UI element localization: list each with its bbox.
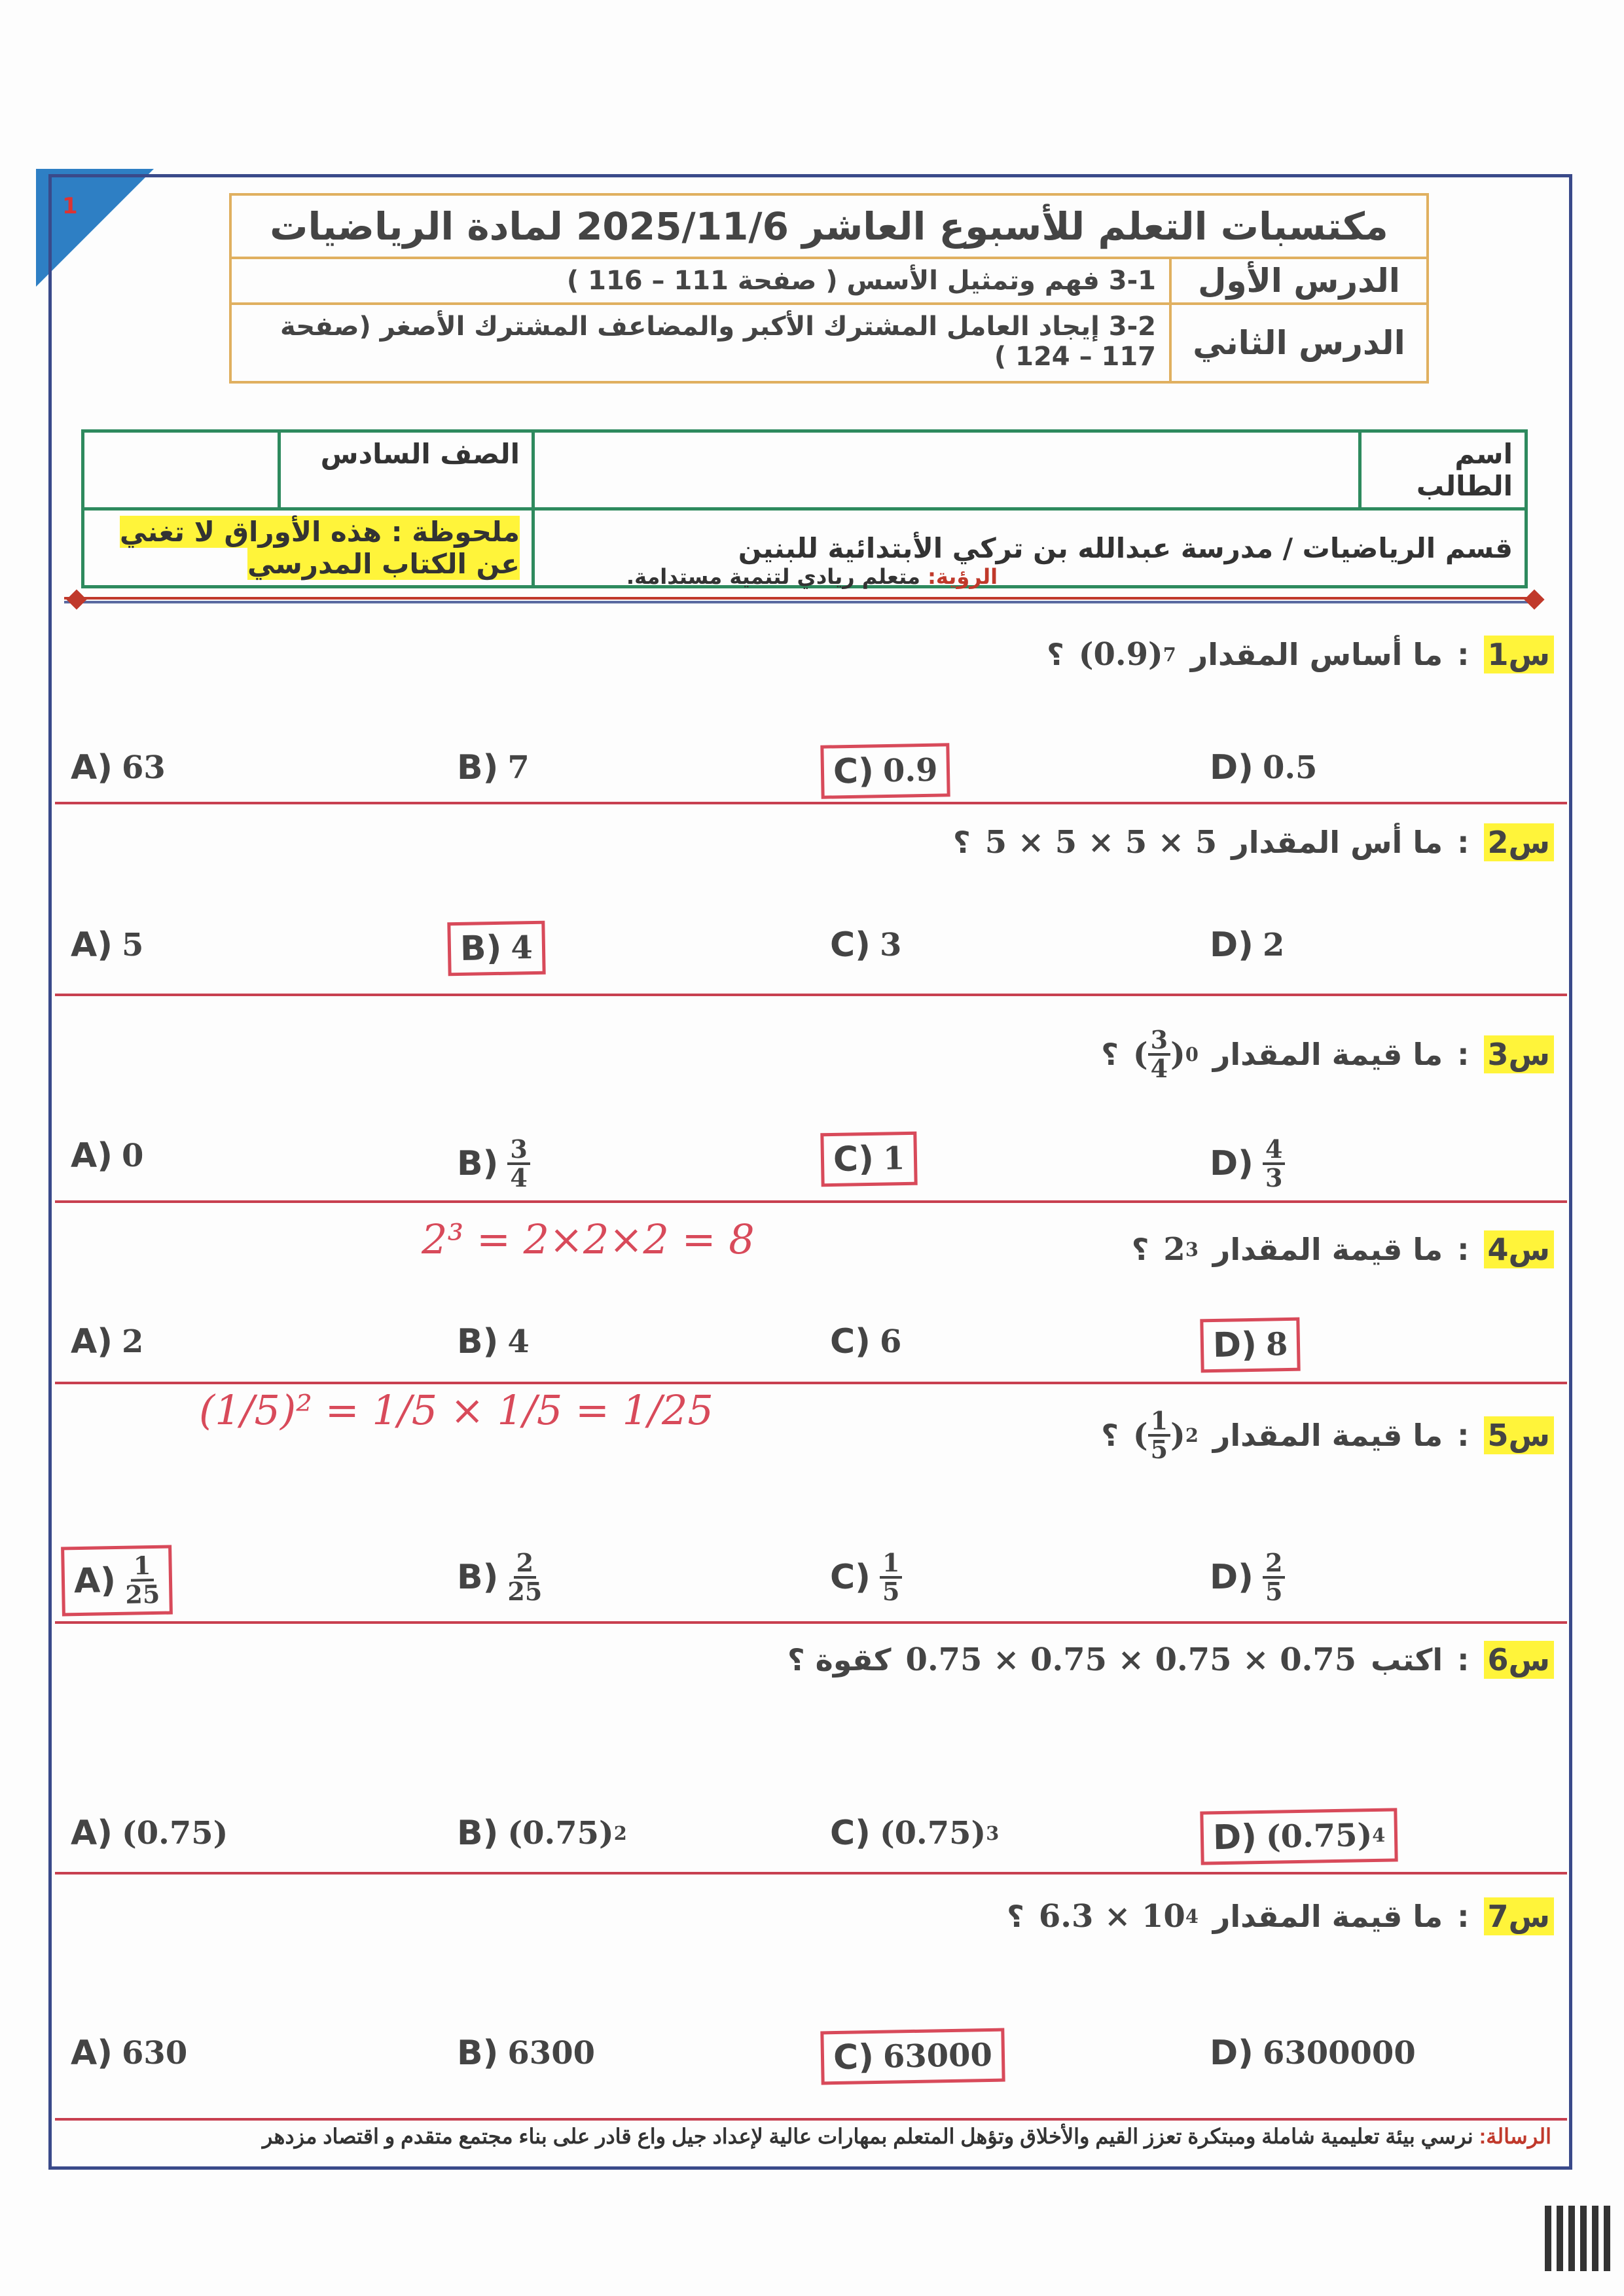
- base: 630: [122, 2035, 188, 2072]
- option-value: [122, 1138, 143, 1174]
- option-letter: C): [833, 1139, 875, 1179]
- option-value: [880, 1323, 901, 1360]
- numerator: 4: [1263, 1136, 1285, 1165]
- question-mark: ؟: [953, 825, 971, 860]
- fraction: [507, 1550, 542, 1605]
- option-a[interactable]: [62, 1132, 153, 1179]
- question-text: ما قيمة المقدار: [1212, 1899, 1443, 1934]
- denominator: 25: [507, 1576, 543, 1606]
- vision-text: متعلم ريادي لتنمية مستدامة.: [626, 564, 928, 589]
- option-value: [882, 2037, 992, 2075]
- option-value: [1263, 749, 1318, 786]
- option-letter: C): [833, 751, 875, 792]
- question-title: [1101, 1027, 1554, 1082]
- question-row: [55, 1203, 1567, 1384]
- option-d[interactable]: [1200, 1546, 1294, 1609]
- numerator: 2: [1263, 1550, 1285, 1579]
- option-value: [1263, 1550, 1285, 1605]
- option-letter: C): [830, 1322, 871, 1361]
- question-separator: :: [1457, 637, 1470, 672]
- option-c[interactable]: [820, 1132, 918, 1187]
- option-b[interactable]: [448, 744, 539, 791]
- numerator: 1: [130, 1552, 153, 1581]
- denominator: 3: [1265, 1162, 1283, 1193]
- handwritten-work: 2³ = 2×2×2 = 8: [422, 1215, 755, 1263]
- question-text: ما أساس المقدار: [1190, 637, 1443, 672]
- base: 0.75 × 0.75 × 0.75 × 0.75: [905, 1641, 1357, 1678]
- question-row: [55, 601, 1567, 804]
- option-b[interactable]: [447, 921, 545, 977]
- option-value: [880, 1550, 902, 1605]
- option-letter: B): [457, 1814, 499, 1853]
- lesson-2-text: 3-2 إيجاد العامل المشترك الأكبر والمضاعف المشترك الأصغر (صفحة 117 – 124 ): [230, 304, 1170, 382]
- mission-label: الرسالة:: [1479, 2125, 1551, 2148]
- numerator: 3: [1148, 1027, 1170, 1056]
- option-letter: A): [71, 2034, 113, 2073]
- department-school: قسم الرياضيات / مدرسة عبدالله بن تركي الأبتدائية للبنين: [533, 509, 1526, 587]
- numerator: 2: [514, 1550, 536, 1579]
- lesson-1-text: 3-1 فهم وتمثيل الأسس ( صفحة 111 – 116 ): [230, 258, 1170, 304]
- base: 2: [122, 1323, 144, 1360]
- numerator: 1: [1148, 1408, 1170, 1437]
- question-number: س2: [1484, 823, 1555, 861]
- option-d[interactable]: [1200, 1318, 1301, 1373]
- option-value: [122, 2035, 187, 2072]
- question-text: ما قيمة المقدار: [1212, 1417, 1443, 1453]
- question-separator: :: [1457, 1232, 1470, 1267]
- question-text: ما قيمة المقدار: [1212, 1232, 1443, 1267]
- option-letter: B): [457, 1557, 499, 1597]
- student-name-label: اسم الطالب: [1360, 431, 1526, 509]
- question-separator: :: [1457, 1642, 1470, 1677]
- exponent: 3: [1185, 1238, 1199, 1261]
- fraction: [880, 1550, 902, 1605]
- question-separator: :: [1457, 1899, 1470, 1934]
- option-c[interactable]: [821, 922, 911, 969]
- option-c[interactable]: [821, 1810, 1008, 1857]
- option-letter: D): [1212, 1818, 1257, 1858]
- question-separator: :: [1457, 825, 1470, 860]
- question-expression: [985, 824, 1218, 861]
- option-a[interactable]: [62, 1810, 237, 1857]
- option-letter: A): [71, 1814, 113, 1853]
- question-text: ما قيمة المقدار: [1212, 1036, 1443, 1072]
- numerator: 3: [507, 1136, 530, 1165]
- base: (0.75): [879, 1815, 986, 1852]
- option-letter: D): [1210, 2034, 1254, 2073]
- paren: (: [1132, 1035, 1148, 1073]
- question-mark: ؟: [1131, 1232, 1149, 1267]
- option-a[interactable]: [62, 744, 175, 791]
- base: (0.9): [1078, 636, 1163, 673]
- question-expression: [906, 1641, 1357, 1678]
- question-expression: [1079, 636, 1176, 673]
- question-row: [55, 804, 1567, 996]
- base: 63: [122, 749, 166, 786]
- option-value: [507, 1815, 626, 1852]
- base: 2: [1262, 927, 1285, 963]
- exponent: 7: [1163, 643, 1176, 666]
- question-number: س3: [1484, 1035, 1555, 1073]
- question-separator: :: [1457, 1417, 1470, 1453]
- numerator: 1: [880, 1550, 902, 1579]
- base: 6: [879, 1323, 902, 1360]
- option-letter: C): [830, 925, 871, 965]
- option-letter: D): [1210, 1143, 1254, 1183]
- option-b[interactable]: [448, 1318, 539, 1365]
- option-value: [122, 1323, 143, 1360]
- option-letter: A): [71, 925, 113, 965]
- worksheet-title: مكتسبات التعلم للأسبوع العاشر 2025/11/6 لمادة الرياضيات: [230, 194, 1428, 258]
- option-letter: B): [457, 1143, 499, 1183]
- option-letter: D): [1210, 1557, 1254, 1597]
- base: (0.75): [122, 1815, 228, 1852]
- grade-blank-cell[interactable]: [83, 431, 280, 509]
- base: 0.9: [882, 751, 938, 790]
- option-d[interactable]: [1200, 744, 1326, 791]
- fraction: [507, 1136, 530, 1191]
- base: 1: [882, 1140, 905, 1177]
- student-name-field[interactable]: [533, 431, 1360, 509]
- lesson-2-label: الدرس الثاني: [1170, 304, 1428, 382]
- option-value: [507, 2035, 595, 2072]
- question-row: [55, 1624, 1567, 1874]
- option-letter: B): [457, 748, 499, 787]
- option-letter: A): [73, 1560, 117, 1602]
- option-letter: A): [71, 1136, 113, 1175]
- option-value: [1265, 1326, 1288, 1363]
- question-mark: ؟: [1007, 1899, 1024, 1934]
- option-d[interactable]: [1200, 922, 1293, 969]
- option-value: [122, 749, 166, 786]
- option-c[interactable]: [820, 2028, 1005, 2085]
- question-number: س4: [1484, 1230, 1555, 1268]
- base: (0.75): [1265, 1817, 1373, 1856]
- paren: ): [1170, 1035, 1185, 1073]
- question-number: س5: [1484, 1416, 1555, 1454]
- option-value: [1263, 927, 1284, 963]
- option-letter: C): [830, 1814, 871, 1853]
- denominator: 5: [882, 1576, 900, 1606]
- question-row: [55, 996, 1567, 1203]
- question-row: [55, 1384, 1567, 1624]
- option-b[interactable]: [448, 1546, 551, 1609]
- question-mark: كقوة ؟: [787, 1642, 892, 1677]
- question-title: [1047, 636, 1554, 673]
- fraction: [1148, 1408, 1170, 1463]
- question-separator: :: [1457, 1036, 1470, 1072]
- option-letter: B): [457, 2034, 499, 2073]
- fraction: [1263, 1550, 1285, 1605]
- question-number: س7: [1484, 1897, 1555, 1935]
- option-letter: C): [833, 2037, 875, 2078]
- base: 6300: [507, 2035, 595, 2072]
- option-value: [880, 1815, 999, 1852]
- option-c[interactable]: [821, 1318, 911, 1365]
- grade-label: الصف السادس: [280, 431, 533, 509]
- handwritten-work: (1/5)² = 1/5 × 1/5 = 1/25: [199, 1386, 713, 1434]
- question-expression: [1039, 1898, 1199, 1935]
- option-value: [1265, 1817, 1385, 1856]
- header-table: [229, 193, 1429, 384]
- question-title: [1101, 1408, 1554, 1463]
- option-value: [507, 1323, 529, 1360]
- lesson-1-label: الدرس الأول: [1170, 258, 1428, 304]
- option-a[interactable]: [62, 2030, 196, 2077]
- denominator: 5: [1150, 1434, 1168, 1464]
- question-number: س1: [1484, 636, 1555, 673]
- base: 7: [507, 749, 530, 786]
- base: 6.3 × 10: [1038, 1898, 1185, 1935]
- option-value: [507, 1136, 530, 1191]
- question-expression: [1163, 1231, 1198, 1268]
- exponent: 0: [1185, 1043, 1199, 1066]
- question-title: [787, 1641, 1554, 1679]
- fraction: [124, 1552, 160, 1608]
- option-d[interactable]: [1200, 2030, 1425, 2077]
- option-value: [511, 929, 533, 967]
- base: 2: [1163, 1231, 1185, 1268]
- base: 5: [122, 927, 144, 963]
- vision-label: الرؤية:: [928, 564, 998, 589]
- option-letter: D): [1212, 1325, 1257, 1365]
- question-title: [1007, 1897, 1554, 1935]
- mission-text: نرسي بيئة تعليمية شاملة ومبتكرة تعزز القيم والأخلاق وتؤهل المتعلم بمهارات عالية لإعداد جيل واع قادر على بناء مجتمع متقدم و اقتصاد مزدهر: [262, 2125, 1479, 2148]
- denominator: 5: [1265, 1576, 1283, 1606]
- base: 0: [122, 1138, 144, 1174]
- option-letter: A): [71, 748, 113, 787]
- vision-statement: [0, 564, 1624, 589]
- paren: ): [1170, 1416, 1185, 1454]
- qr-code: [1545, 2206, 1610, 2271]
- question-title: [953, 823, 1554, 861]
- option-c[interactable]: [821, 1546, 911, 1609]
- note-highlight: ملحوظة : هذه الأوراق لا تغني عن الكتاب المدرسي: [119, 516, 520, 580]
- option-value: [880, 927, 901, 963]
- exponent: 2: [613, 1822, 627, 1844]
- question-expression: [1133, 1408, 1199, 1463]
- question-mark: ؟: [1047, 637, 1064, 672]
- page-number: 1: [62, 193, 78, 219]
- option-a[interactable]: [61, 1545, 173, 1617]
- mission-statement: [79, 2124, 1551, 2149]
- question-title: [1132, 1230, 1554, 1268]
- base: 5 × 5 × 5 × 5: [984, 824, 1218, 861]
- base: 4: [510, 929, 533, 967]
- base: 4: [507, 1323, 530, 1360]
- option-value: [507, 1550, 542, 1605]
- option-a[interactable]: [62, 1318, 153, 1365]
- question-mark: ؟: [1101, 1036, 1119, 1072]
- question-text: ما أس المقدار: [1231, 825, 1443, 860]
- option-d[interactable]: [1200, 1132, 1294, 1195]
- option-letter: B): [460, 928, 502, 969]
- option-letter: C): [830, 1557, 871, 1597]
- option-b[interactable]: [448, 2030, 604, 2077]
- fraction: [1263, 1136, 1285, 1191]
- option-letter: A): [71, 1322, 113, 1361]
- option-letter: D): [1210, 925, 1254, 965]
- option-value: [882, 752, 937, 789]
- base: 6300000: [1262, 2035, 1416, 2072]
- fraction: [1148, 1027, 1170, 1082]
- option-value: [882, 1140, 905, 1177]
- option-value: [124, 1552, 160, 1608]
- option-value: [122, 927, 143, 963]
- exponent: 2: [1185, 1424, 1199, 1446]
- option-value: [507, 749, 529, 786]
- option-value: [1263, 1136, 1285, 1191]
- denominator: 4: [1150, 1053, 1168, 1083]
- base: 3: [879, 927, 902, 963]
- option-c[interactable]: [820, 743, 950, 798]
- question-number: س6: [1484, 1641, 1555, 1679]
- exponent: 4: [1371, 1823, 1386, 1847]
- question-row: [55, 1874, 1567, 2121]
- question-expression: [1133, 1027, 1199, 1082]
- paren: (: [1132, 1416, 1148, 1454]
- base: 0.5: [1262, 749, 1318, 786]
- base: (0.75): [507, 1815, 614, 1852]
- exponent: 4: [1185, 1905, 1199, 1928]
- denominator: 4: [510, 1162, 528, 1193]
- option-letter: B): [457, 1322, 499, 1361]
- exponent: 3: [986, 1822, 1000, 1844]
- denominator: 25: [124, 1579, 160, 1609]
- option-d[interactable]: [1200, 1808, 1398, 1865]
- option-letter: D): [1210, 748, 1254, 787]
- option-a[interactable]: [62, 922, 153, 969]
- base: 63000: [882, 2036, 993, 2075]
- option-b[interactable]: [448, 1810, 636, 1857]
- question-text: اكتب: [1371, 1642, 1443, 1677]
- option-value: [122, 1815, 228, 1852]
- option-value: [1263, 2035, 1416, 2072]
- base: 8: [1265, 1326, 1288, 1363]
- option-b[interactable]: [448, 1132, 539, 1195]
- question-mark: ؟: [1101, 1417, 1119, 1453]
